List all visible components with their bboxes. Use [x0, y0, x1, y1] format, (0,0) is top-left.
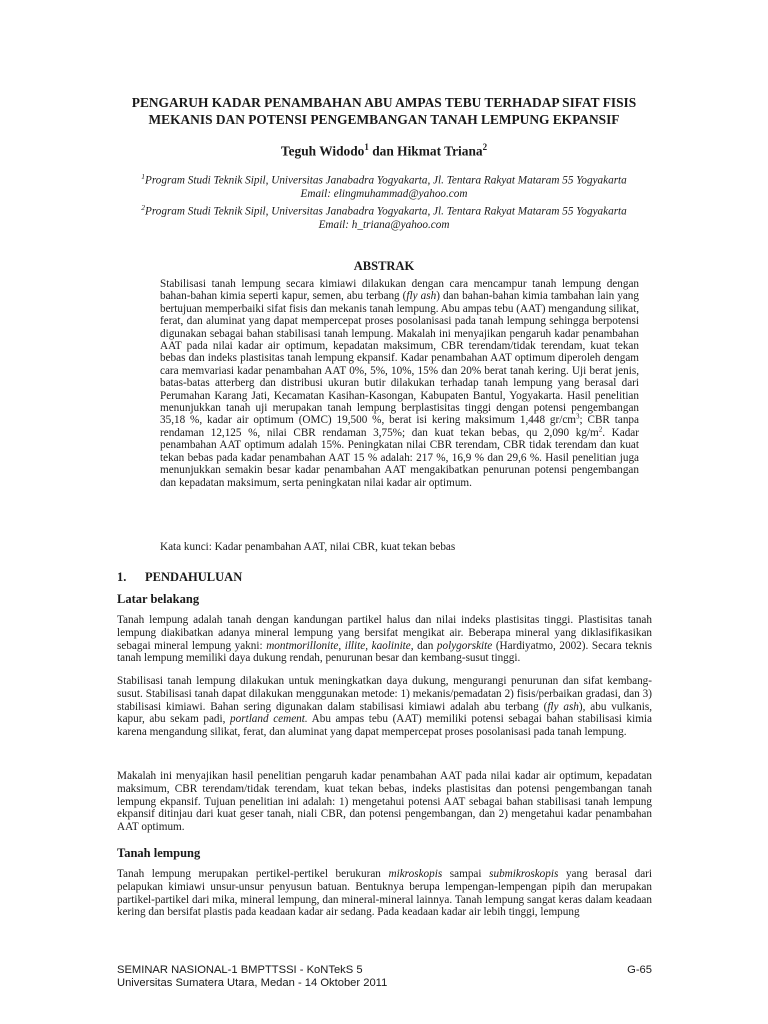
paragraph-2 — [117, 675, 652, 739]
affiliation-1 — [110, 170, 658, 188]
abstract-text — [160, 278, 639, 489]
paragraph-1-italic-1: montmorillonite, illite, kaolinite, — [266, 639, 414, 652]
paragraph-2-part-c: Abu ampas tebu (AAT) memiliki potensi sebagai bahan stabilisasi kimia karena mengandung silikat, ferat, dan aluminat yang dapat mempercepat proses posolanisasi pada tanah lempung. — [117, 713, 652, 739]
paragraph-2-part-b: ), abu vulkanis, kapur, abu sekam padi, — [117, 700, 653, 726]
page-footer — [117, 964, 652, 990]
section-heading-pendahuluan — [117, 570, 242, 585]
affiliation-2-mark: 2 — [141, 203, 145, 213]
author-2-affil-mark: 2 — [482, 142, 488, 152]
subheading-tanah-lempung: Tanah lempung — [117, 846, 201, 860]
author-joiner: dan — [368, 143, 398, 159]
footer-venue: Universitas Sumatera Utara, Medan - 14 Oktober 2011 — [117, 977, 388, 989]
paragraph-1-part-b: dan — [413, 639, 437, 652]
section-number: 1. — [117, 570, 127, 584]
paragraph-2-italic-2: portland cement. — [230, 713, 308, 726]
email-1: Email: elingmuhammad@yahoo.com — [300, 187, 468, 200]
subheading-latar-belakang: Latar belakang — [117, 592, 200, 606]
abstract-superscript-2: 2 — [598, 425, 603, 434]
paragraph-4-part-a: Tanah lempung merupakan pertikel-pertikel berukuran — [117, 868, 389, 880]
paragraph-4-part-b: sampai — [442, 868, 490, 880]
paragraph-1-part-a: Tanah lempung adalah tanah dengan kandungan partikel halus dan nilai indeks plastisitas tinggi. Plastisitas tanah lempung diakibatkan adanya mineral lempung yang bersifat mengikat air. Beberapa mineral yang diklasifikasikan sebagai mineral lempung yakni: — [117, 614, 652, 652]
paragraph-2-part-a: Stabilisasi tanah lempung dilakukan untuk meningkatkan daya dukung, mengurangi penurunan dan sifat kembang-susut. Stabilisasi tanah dapat dilakukan menggunakan metode: 1) mekanis/pemadatan 2) fisis/perbaikan gradasi, dan 3) stabilisasi kimiawi. Bahan sering digunakan dalam stabilisasi kimiawi adalah abu terbang ( — [117, 675, 652, 713]
title-line-2: MEKANIS DAN POTENSI PENGEMBANGAN TANAH LEMPUNG EKPANSIF — [148, 112, 620, 127]
paragraph-1-italic-2: polygorskite — [436, 639, 493, 652]
author-1: Teguh Widodo — [280, 143, 365, 159]
title-line-1: PENGARUH KADAR PENAMBAHAN ABU AMPAS TEBU TERHADAP SIFAT FISIS — [131, 95, 637, 110]
affiliation-1-mark: 1 — [141, 172, 145, 181]
paragraph-4-italic-2: submikroskopis — [489, 868, 559, 880]
abstract-part-4: . Kadar penambahan AAT optimum adalah 15%. Peningkatan nilai CBR terendam, CBR tidak terendam dan kuat tekan bebas pada kadar penambahan AAT 15 % adalah: 217 %, 16,9 % dan 29,6 %. Hasil penelitian juga menunjukkan semakin besar kadar penambahan AAT mengakibatkan penurunan potensi pengembangan dan kepadatan maksimum, serta peningkatan nilai kadar air optimum. — [160, 426, 639, 489]
paragraph-1 — [117, 614, 652, 665]
abstract-heading: ABSTRAK — [353, 259, 415, 273]
keywords: Kata kunci: Kadar penambahan AAT, nilai CBR, kuat tekan bebas — [160, 541, 456, 553]
page-number: G-65 — [627, 964, 652, 976]
affiliation-2-text: Program Studi Teknik Sipil, Universitas Janabadra Yogyakarta, Jl. Tentara Rakyat Mataram 55 Yogyakarta — [144, 205, 627, 218]
paragraph-4 — [117, 868, 652, 919]
author-line — [100, 142, 668, 159]
paragraph-3: Makalah ini menyajikan hasil penelitian pengaruh kadar penambahan AAT pada nilai kadar air optimum, kepadatan maksimum, CBR terendam/tidak terendam, kuat tekan bebas, indeks plastisitas dan potensi pengembangan tanah lempung ekpansif. Tujuan penelitian ini adalah: 1) mengetahui potensi AAT sebagai bahan stabilisasi tanah lempung ekpansif ditinjau dari kuat geser tanah, niali CBR, dan potensi pengembangan, dan 2) mengetahui kadar penambahan AAT optimum. — [117, 770, 652, 834]
abstract-part-2: ) dan bahan-bahan kimia tambahan lain yang bertujuan memperbaiki sifat fisis dan mekanis tanah lempung. Abu ampas tebu (AAT) mengandung silikat, ferat, dan aluminat yang dapat mempercepat proses posolanisasi pada tanah lempung sehingga berpotensi digunakan sebagai bahan stabilisasi tanah lempung. Makalah ini menyajikan pengaruh kadar penambahan AAT pada nilai kadar air optimum, kepadatan maksimum, CBR terendam/tidak terendam, kuat tekan bebas dan indeks plastisitas tanah lempung ekpansif. Kadar penambahan AAT optimum diperoleh dengam cara memvariasi kadar penambahan AAT 0%, 5%, 10%, 15% dan 20% berat tanah kering. Uji berat jenis, batas-batas atterberg dan distribusi ukuran butir dilakukan terhadap tanah lempung yang berasal dari Perumahan Karang Jati, Kecamatan Kasihan-Kasongan, Kabupaten Bantul, Yogyakarta. Hasil penelitian menunjukkan tanah uji merupakan tanah lempung berplastisitas tinggi dengan potensi pengembangan 35,18 %, kadar air optimum (OMC) 19,500 %, berat isi kering maksimum 1,448 gr/cm — [160, 290, 639, 427]
email-2: Email: h_triana@yahoo.com — [318, 219, 450, 232]
paragraph-4-italic-1: mikroskopis — [388, 868, 443, 880]
abstract-part-3: ; CBR tanpa rendaman 12,125 %, nilai CBR rendaman 3,75%; dan kuat tekan bebas, qu 2,090 kg/m — [160, 414, 639, 439]
paragraph-2-italic-1: fly ash — [547, 700, 579, 713]
section-title: PENDAHULUAN — [145, 570, 243, 584]
paper-title — [100, 94, 668, 128]
affiliations — [110, 170, 658, 232]
affiliation-1-text: Program Studi Teknik Sipil, Universitas Janabadra Yogyakarta, Jl. Tentara Rakyat Mataram 55 Yogyakarta — [144, 174, 627, 187]
abstract-italic-fly-ash: fly ash — [406, 290, 437, 303]
paragraph-4-part-c: yang berasal dari pelapukan kimiawi unsur-unsur penyusun batuan. Bentuknya berupa lempengan-lempengan pipih dan merupakan partikel-partikel dari mika, mineral lempung, dan mineral-mineral lainnya. Tanah lempung sangat keras dalam keadaan kering dan bersifat plastis pada keadaan kadar air sedang. Pada keadaan kadar air lebih tinggi, lempung — [117, 868, 652, 919]
abstract-superscript-3: 3 — [576, 412, 580, 421]
author-2: Hikmat Triana — [397, 143, 483, 159]
affiliation-2 — [110, 201, 658, 219]
abstract-part-1: Stabilisasi tanah lempung secara kimiawi dilakukan dengan cara mencampur tanah lempung dengan bahan-bahan kimia seperti kapur, semen, abu terbang ( — [160, 278, 639, 303]
paragraph-1-part-c: (Hardiyatmo, 2002). Secara teknis tanah lempung memiliki daya dukung rendah, penurunan besar dan kembang-susut tinggi. — [117, 639, 653, 665]
footer-conference: SEMINAR NASIONAL-1 BMPTTSSI - KoNTekS 5 — [117, 964, 363, 976]
author-1-affil-mark: 1 — [364, 142, 369, 152]
